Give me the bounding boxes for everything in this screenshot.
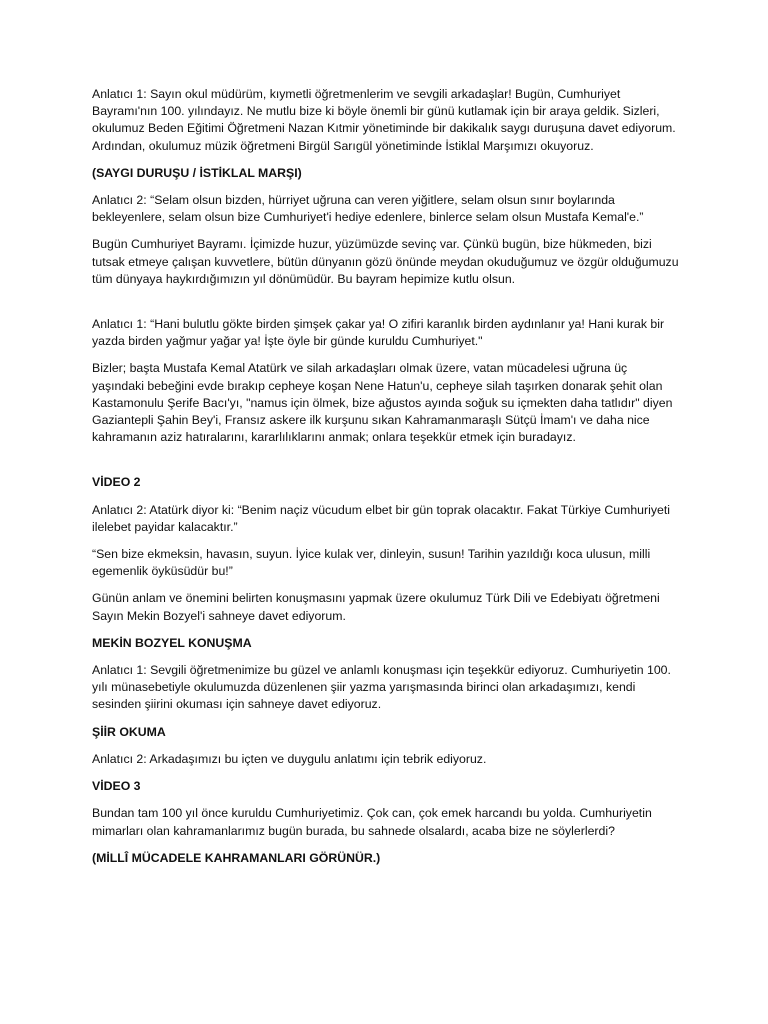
heroes-remembrance-paragraph: Bizler; başta Mustafa Kemal Atatürk ve silah arkadaşları olmak üzere, vatan mücadelesi uğruna üç yaşındaki bebeğini evde bırakıp cepheye koşan Nene Hatun'u, cepheye silah taşırken donarak şehit olan Kastamonulu Şerife Bacı'yı, "namus için ölmek, bize ağustos ayında soğuk su içmekten daha tatlıdır" diyen Gaziantepli Şahin Bey'i, Fransız askere ilk kurşunu sıkan Kahramanmaraşlı Sütçü İmam'ı ve daha nice kahramanın aziz hatıralarını, kararlılıklarını anmak; onlara teşekkür etmek için buradayız. <box>92 361 673 445</box>
speech-heading: MEKİN BOZYEL KONUŞMA <box>92 635 252 650</box>
narrator-2-congratulation-paragraph: Anlatıcı 2: Arkadaşımızı bu içten ve duygulu anlatımı için tebrik ediyoruz. <box>92 751 487 766</box>
poem-quote-paragraph: “Sen bize ekmeksin, havasın, suyun. İyice kulak ver, dinleyin, susun! Tarihin yazıldığı koca ulusun, milli egemenlik öyküsüdür bu!” <box>92 547 651 579</box>
ataturk-quote-paragraph: Anlatıcı 2: Atatürk diyor ki: “Benim naçiz vücudum elbet bir gün toprak olacaktır. Fakat Türkiye Cumhuriyeti ilelebet payidar kalacaktır.” <box>92 502 670 534</box>
document-page <box>92 86 682 877</box>
poetry-contest-paragraph: Anlatıcı 1: Sevgili öğretmenimize bu güzel ve anlamlı konuşması için teşekkür ediyoruz. Cumhuriyetin 100. yılı münasebetiyle okulumuzda düzenlenen şiir yazma yarışmasında birinci olan arkadaşımızı, kendi sesinden şiirini okuması için sahneye davet ediyoruz. <box>92 663 671 712</box>
video-2-heading: VİDEO 2 <box>92 475 141 490</box>
poem-reading-heading: ŞİİR OKUMA <box>92 724 166 739</box>
stage-direction-heroes-appear: (MİLLÎ MÜCADELE KAHRAMANLARI GÖRÜNÜR.) <box>92 850 381 865</box>
stage-direction-silence-anthem: (SAYGI DURUŞU / İSTİKLAL MARŞI) <box>92 165 302 180</box>
video-3-heading: VİDEO 3 <box>92 779 141 794</box>
hundred-years-paragraph: Bundan tam 100 yıl önce kuruldu Cumhuriyetimiz. Çok can, çok emek harcandı bu yolda. Cumhuriyetin mimarları olan kahramanlarımız bugün burada, bu sahnede olsalardı, acaba bize ne söylerlerdi? <box>92 806 652 838</box>
narrator-1-opening-paragraph: Anlatıcı 1: Sayın okul müdürüm, kıymetli öğretmenlerim ve sevgili arkadaşlar! Bugün, Cumhuriyet Bayramı'nın 100. yılındayız. Ne mutlu bize ki böyle önemli bir günü kutlamak için bir araya geldik. Sizleri, okulumuz Beden Eğitimi Öğretmeni Nazan Kıtmir yönetiminde bir dakikalık saygı duruşuna davet ediyorum. Ardından, okulumuz müzik öğretmeni Birgül Sarıgül yönetiminde İstiklal Marşımızı okuyoruz. <box>92 87 676 153</box>
speech-invitation-paragraph: Günün anlam ve önemini belirten konuşmasını yapmak üzere okulumuz Türk Dili ve Edebiyatı öğretmeni Sayın Mekin Bozyel'i sahneye davet ediyorum. <box>92 591 660 623</box>
narrator-1-lightning-paragraph: Anlatıcı 1: “Hani bulutlu gökte birden şimşek çakar ya! O zifiri karanlık birden aydınlanır ya! Hani kurak bir yazda birden yağmur yağar ya! İşte öyle bir günde kuruldu Cumhuriyet." <box>92 317 665 349</box>
republic-day-paragraph: Bugün Cumhuriyet Bayramı. İçimizde huzur, yüzümüzde sevinç var. Çünkü bugün, bize hükmeden, bizi tutsak etmeye çalışan kuvvetlere, bütün dünyanın gözü önünde meydan okuduğumuz ve özgür olduğumuzu tüm dünyaya haykırdığımızın yıl dönümüdür. Bu bayram hepimize kutlu olsun. <box>92 237 679 286</box>
narrator-2-greeting-paragraph: Anlatıcı 2: “Selam olsun bizden, hürriyet uğruna can veren yiğitlere, selam olsun sınır boylarında bekleyenlere, selam olsun bize Cumhuriyet'i hediye edenlere, binlerce selam olsun Mustafa Kemal'e.” <box>92 193 644 225</box>
